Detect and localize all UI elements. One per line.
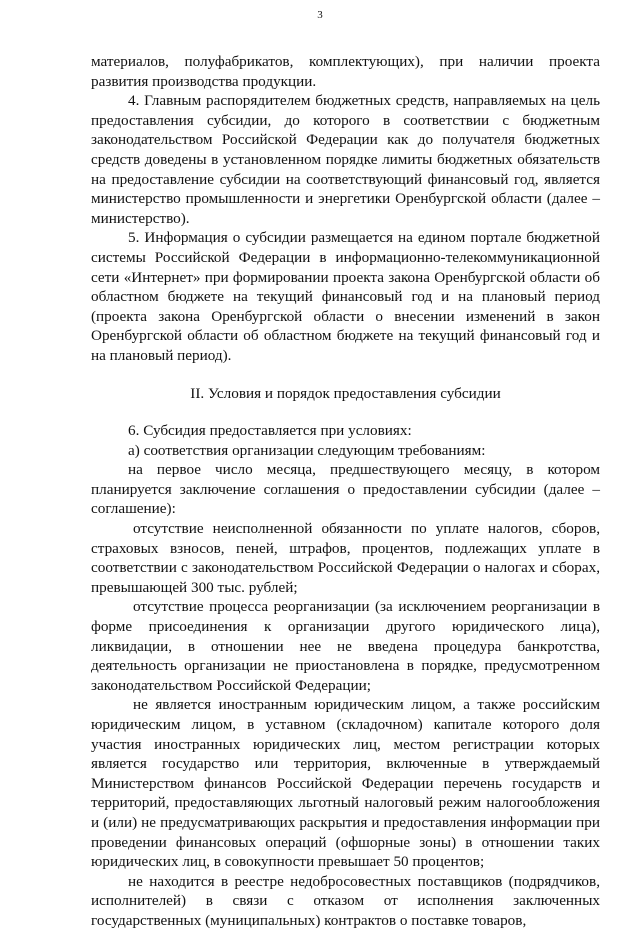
page-number: 3 xyxy=(317,9,323,21)
paragraph-foreign-entity: не является иностранным юридическим лицом, а также российским юридическим лицом, в уставном (складочном) капитале которого доля участия иностранных юридических лиц, местом регистрации которых является государство или территория, включенные в утверждаемый Министерством финансов Российской Федерации перечень государств и территорий, предоставляющих льготный налоговый режим налогообложения и (или) не предусматривающих раскрытия и предоставления информации при проведении финансовых операций (офшорные зоны) в отношении таких юридических лиц, в совокупности превышает 50 процентов; xyxy=(91,696,600,871)
paragraph-first-day: на первое число месяца, предшествующего месяцу, в котором планируется заключение соглашения о предоставлении субсидии (далее – соглашение): xyxy=(91,461,600,518)
paragraph-item-5: 5. Информация о субсидии размещается на едином портале бюджетной системы Российской Федерации в информационно-телекоммуникационной сети «Интернет» при формировании проекта закона Оренбургской области об областном бюджете на текущий финансовый год и на плановый период (проекта закона Оренбургской области о внесении изменений в закон Оренбургской области об областном бюджете на текущий финансовый год и на плановый период). xyxy=(91,229,600,364)
paragraph-item-4: 4. Главным распорядителем бюджетных средств, направляемых на цель предоставления субсидии, до которого в соответствии с бюджетным законодательством Российской Федерации как до получателя бюджетных средств доведены в установленном порядке лимиты бюджетных обязательств на предоставление субсидии на соответствующий финансовый год, является министерство промышленности и энергетики Оренбургской области (далее – министерство). xyxy=(91,92,600,227)
document-body xyxy=(91,52,600,931)
paragraph-registry: не находится в реестре недобросовестных поставщиков (подрядчиков, исполнителей) в связи с отказом от исполнения заключенных государственных (муниципальных) контрактов о поставке товаров, xyxy=(91,872,600,929)
paragraph-tax-debt: отсутствие неисполненной обязанности по уплате налогов, сборов, страховых взносов, пеней, штрафов, процентов, подлежащих уплате в соответствии с законодательством Российской Федерации о налогах и сборах, превышающей 300 тыс. рублей; xyxy=(91,520,600,596)
paragraph-continuation: материалов, полуфабрикатов, комплектующих), при наличии проекта развития производства продукции. xyxy=(91,53,600,90)
section-heading: II. Условия и порядок предоставления субсидии xyxy=(190,384,501,402)
paragraph-reorganization: отсутствие процесса реорганизации (за исключением реорганизации в форме присоединения к организации другого юридического лица), ликвидации, в отношении нее не введена процедура банкротства, деятельность организации не приостановлена в порядке, предусмотренном законодательством Российской Федерации; xyxy=(91,598,600,694)
paragraph-item-6: 6. Субсидия предоставляется при условиях: xyxy=(128,422,412,440)
paragraph-subitem-a: а) соответствия организации следующим требованиям: xyxy=(128,441,486,459)
